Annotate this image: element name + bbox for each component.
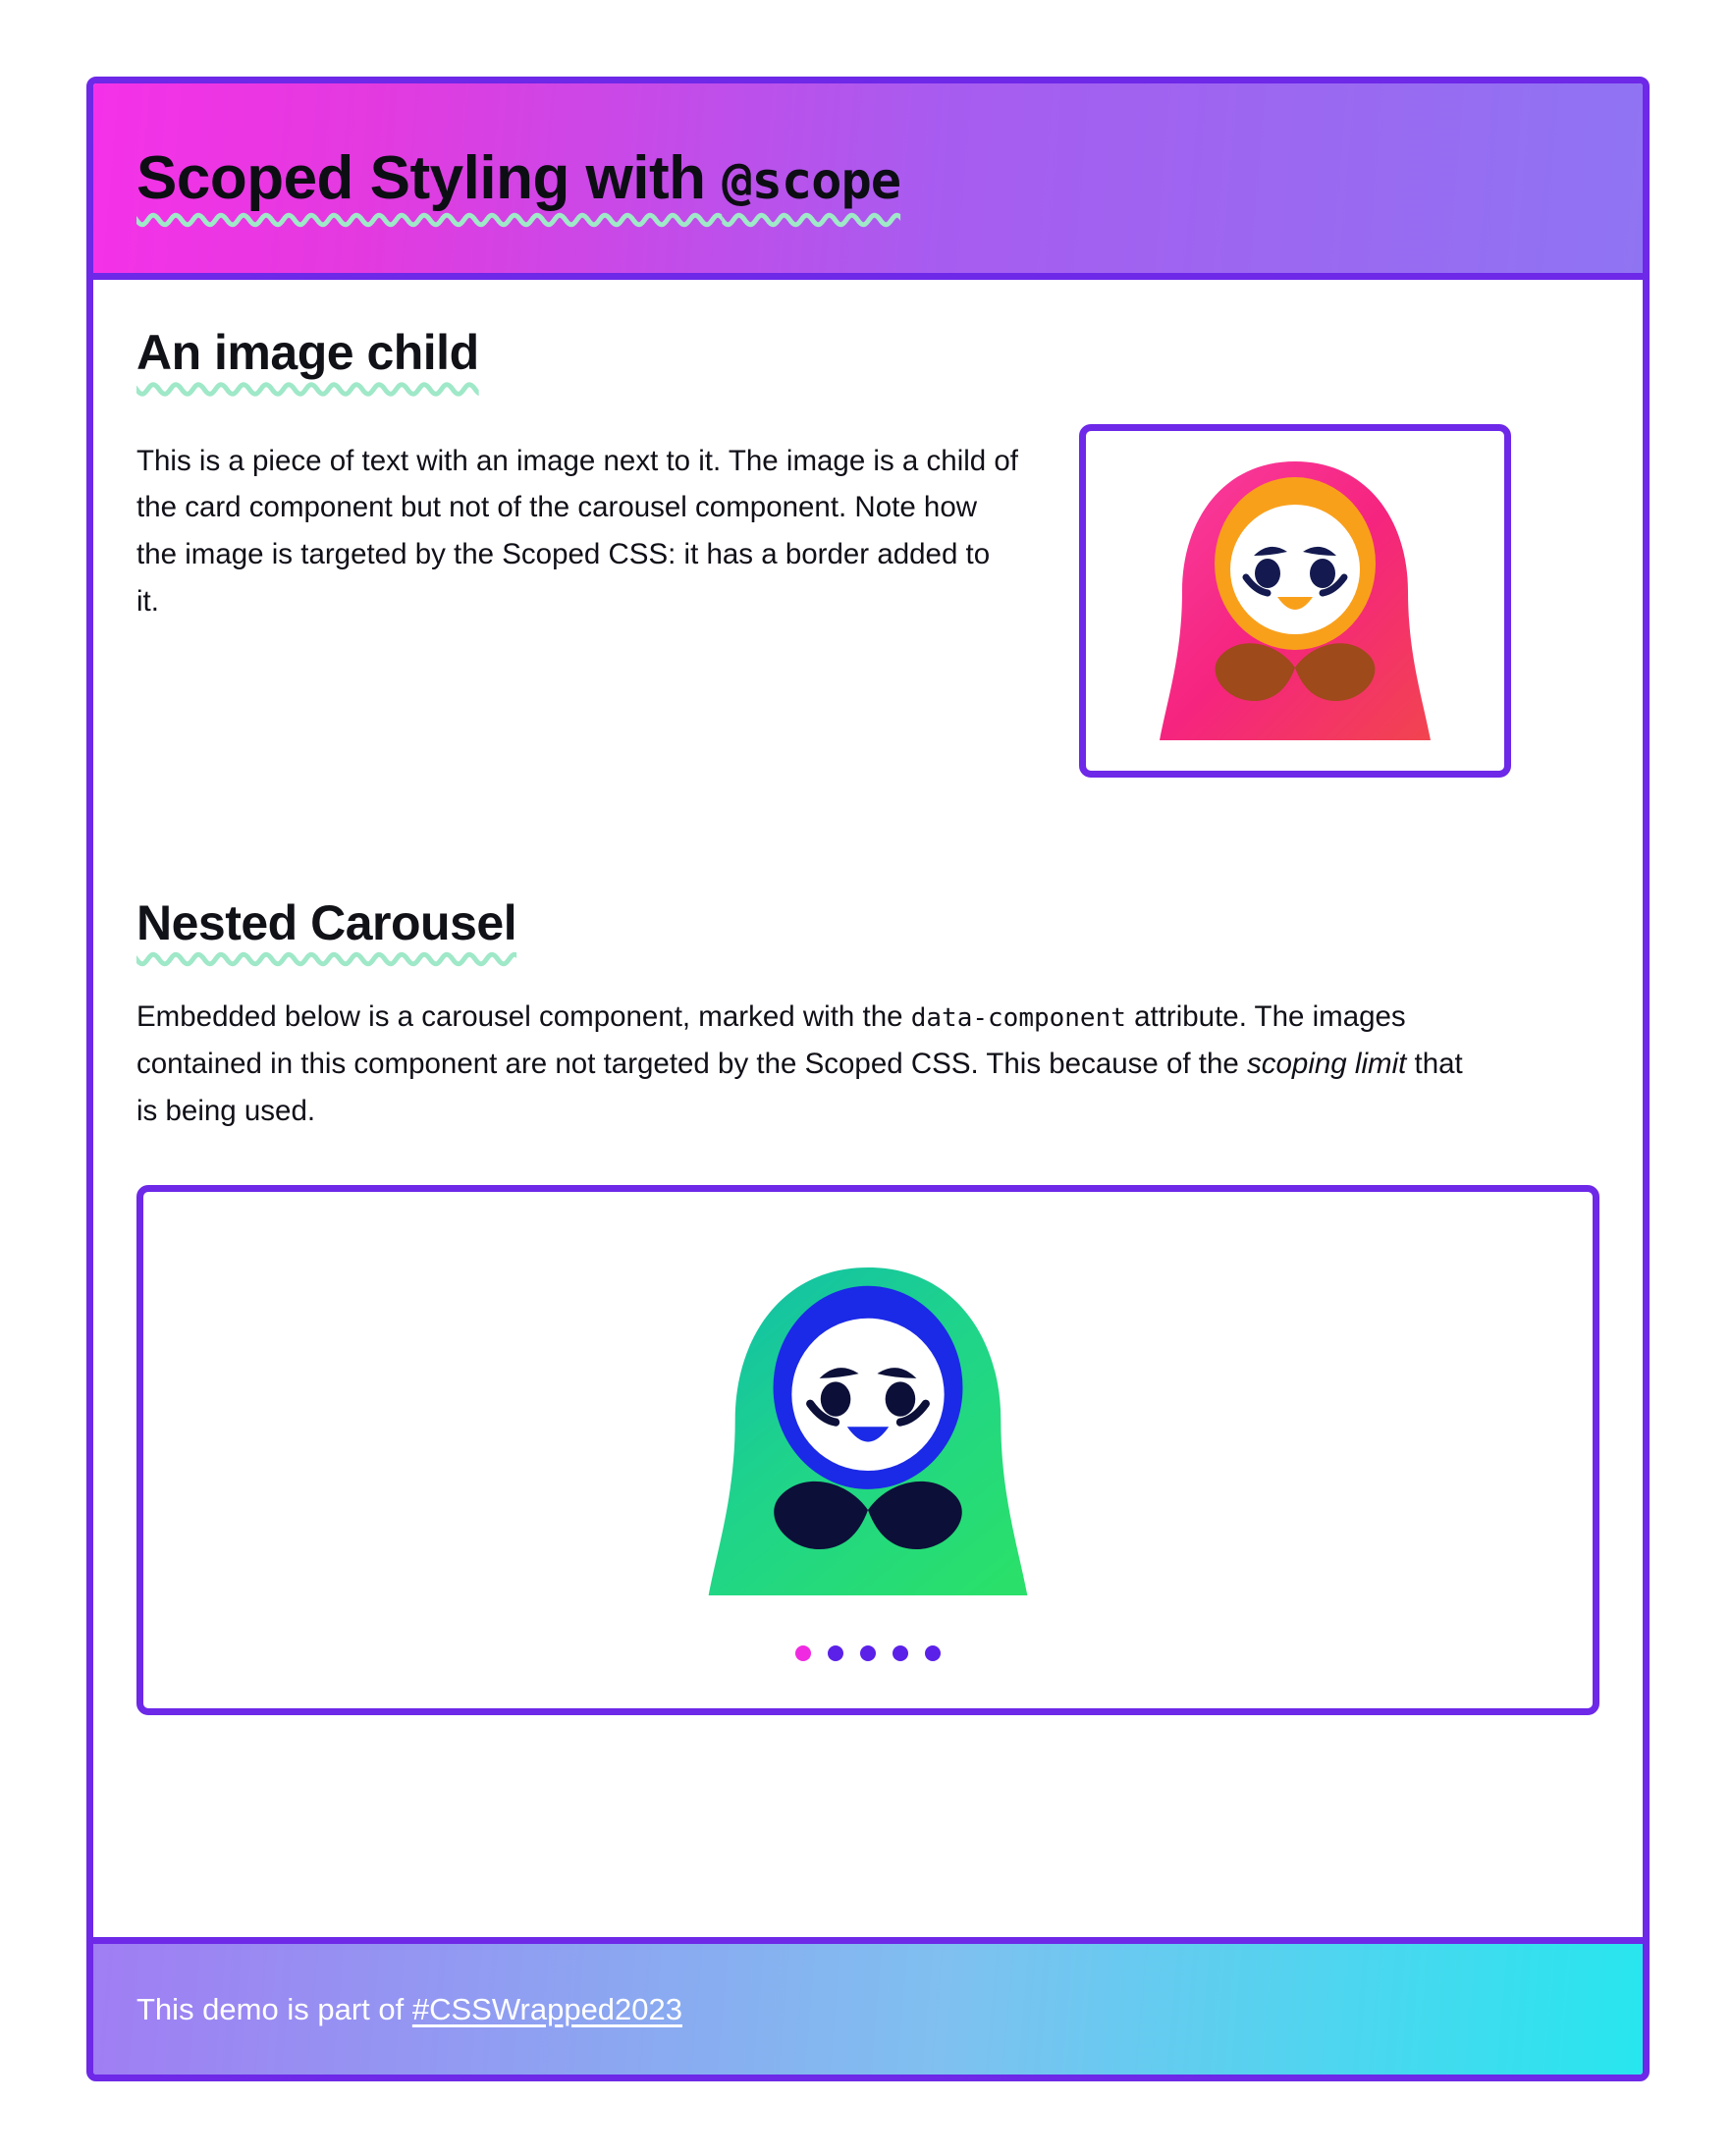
paragraph-part-1: Embedded below is a carousel component, marked with the <box>136 1000 911 1033</box>
page-title-code: @scope <box>722 151 901 211</box>
carousel-dot[interactable] <box>893 1645 908 1661</box>
page-title-text: Scoped Styling with <box>136 143 723 212</box>
footer-text <box>136 1992 682 2027</box>
section-image-child-text <box>136 424 1020 625</box>
section-nested-carousel <box>136 894 1599 1716</box>
section-heading-image-child: An image child <box>136 325 479 380</box>
paragraph-nested-carousel <box>136 994 1472 1134</box>
card-image-figure <box>1079 424 1511 778</box>
carousel-slide <box>672 1255 1064 1646</box>
carousel-dots[interactable] <box>143 1645 1593 1661</box>
carousel-dot[interactable] <box>925 1645 941 1661</box>
card-body <box>93 280 1643 1937</box>
carousel-dot[interactable] <box>795 1645 811 1661</box>
carousel-dot[interactable] <box>828 1645 843 1661</box>
footer-text-label: This demo is part of <box>136 1991 412 2026</box>
demo-card <box>86 77 1650 2081</box>
carousel-dot[interactable] <box>860 1645 876 1661</box>
section-heading-nested-carousel: Nested Carousel <box>136 894 517 950</box>
paragraph-image-child: This is a piece of text with an image next to it. The image is a child of the card component but not of the carousel component. Note how the image is targeted by the Scoped CSS: it has a border added to it. <box>136 444 1019 618</box>
card-footer <box>93 1937 1643 2075</box>
paragraph-code-attr: data-component <box>910 1003 1126 1033</box>
paragraph-italic-term: scoping limit <box>1247 1047 1407 1080</box>
matryoshka-doll-pink-icon <box>1128 454 1462 748</box>
card-header <box>93 83 1643 280</box>
paragraph-part-2: attribute. The images contained in this component are not targeted by the Scoped CSS. This because of the <box>136 1000 1406 1080</box>
matryoshka-doll-green-icon <box>672 1255 1064 1613</box>
page-title <box>136 143 901 212</box>
section-image-child <box>136 424 1599 778</box>
paragraph-part-3: that is being used. <box>136 1047 1463 1127</box>
carousel-component[interactable] <box>136 1185 1599 1715</box>
csswrapped-link[interactable]: #CSSWrapped2023 <box>411 1991 683 2026</box>
